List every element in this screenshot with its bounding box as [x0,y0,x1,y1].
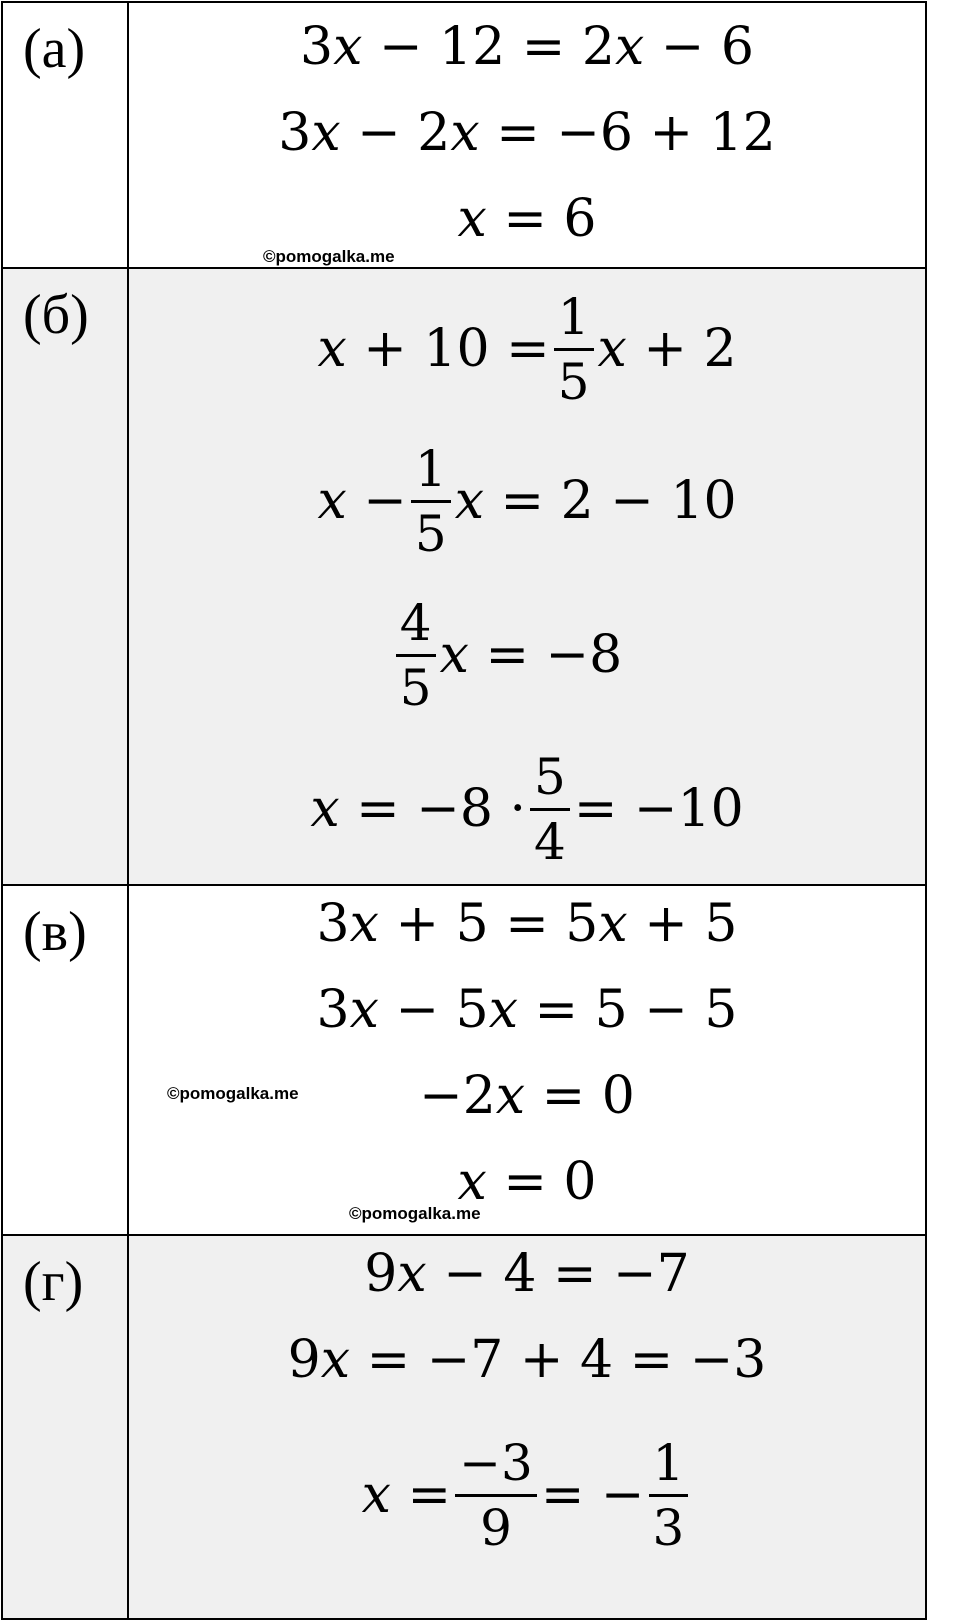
variable: x [311,103,341,163]
term: − 2 [340,103,451,163]
watermark: ©pomogalka.me [167,1084,299,1103]
equation-line [129,431,925,571]
row-b [1,267,927,886]
equation-line [129,1330,925,1390]
term: − 12 = 2 [362,17,615,77]
variable: x [598,894,628,954]
variable: x [397,1244,427,1304]
variable: x [317,471,347,531]
term: 3 [316,894,350,954]
row-v [1,884,927,1236]
fraction [455,1432,537,1559]
row-label: (б) [23,284,89,346]
fraction [396,592,436,719]
term: = −8 [468,625,623,685]
term: 9 [287,1330,321,1390]
term: = −6 + 12 [479,103,776,163]
variable: x [457,189,487,249]
term: − 6 [644,17,754,77]
equation-line [129,103,925,163]
numerator: −3 [455,1432,537,1497]
equation-line [129,1244,925,1304]
equation-line [129,980,925,1040]
equation-line [129,1152,925,1212]
term: = −10 [573,779,744,839]
numerator: 4 [396,592,436,657]
equation-line [129,279,925,419]
row-a [1,1,927,269]
fraction [554,286,594,413]
term: = 0 [486,1152,597,1212]
denominator: 5 [414,504,447,563]
row-label: (а) [23,18,86,80]
equation-line [129,894,925,954]
term: = − [540,1465,645,1525]
equation-cell [129,886,925,1234]
denominator: 9 [480,1498,512,1557]
variable: x [457,1152,487,1212]
equation-line [129,17,925,77]
term: = −7 + 4 = −3 [350,1330,767,1390]
variable: x [614,17,645,77]
numerator: 5 [530,746,570,811]
equation-line [129,739,925,879]
term: 9 [364,1244,398,1304]
variable: x [488,980,519,1040]
fraction [530,746,570,873]
watermark: ©pomogalka.me [263,247,395,266]
numerator: 1 [649,1432,689,1497]
equation-line [129,585,925,725]
term: − [346,471,407,531]
denominator: 5 [399,658,432,717]
numerator: 1 [554,286,594,351]
equation-cell [129,1236,925,1618]
term: 3 [300,17,334,77]
variable: x [495,1066,526,1126]
variable: x [450,103,480,163]
equation-line [129,189,925,249]
variable: x [454,471,485,531]
term: = 2 − 10 [484,471,737,531]
variable: x [439,625,469,685]
term: 3 [278,103,312,163]
term: = 5 − 5 [518,980,738,1040]
term: + 2 [626,319,737,379]
fraction [649,1432,689,1559]
term: − 5 [378,980,489,1040]
variable: x [361,1465,391,1525]
variable: x [310,779,340,839]
denominator: 5 [557,352,590,411]
term: −2 [419,1066,496,1126]
term: 3 [316,980,350,1040]
variable: x [349,894,379,954]
fraction [411,438,451,565]
term: = [391,1465,452,1525]
term: = −8 · [339,779,526,839]
denominator: 4 [534,812,566,871]
term: = 6 [486,189,597,249]
row-label: (в) [23,901,87,963]
term: − 4 = −7 [426,1244,690,1304]
variable: x [349,980,379,1040]
row-label: (г) [23,1251,84,1313]
variable: x [333,17,363,77]
term: = 0 [525,1066,635,1126]
equation-cell [129,269,925,884]
term: + 5 = 5 [378,894,599,954]
term: + 5 [627,894,738,954]
row-g [1,1234,927,1620]
term: + 10 = [346,319,550,379]
watermark: ©pomogalka.me [349,1204,481,1223]
variable: x [597,319,627,379]
variable: x [320,1330,351,1390]
variable: x [317,319,347,379]
numerator: 1 [411,438,451,503]
equation-line [129,1420,925,1570]
denominator: 3 [652,1498,685,1557]
equation-cell [129,3,925,267]
